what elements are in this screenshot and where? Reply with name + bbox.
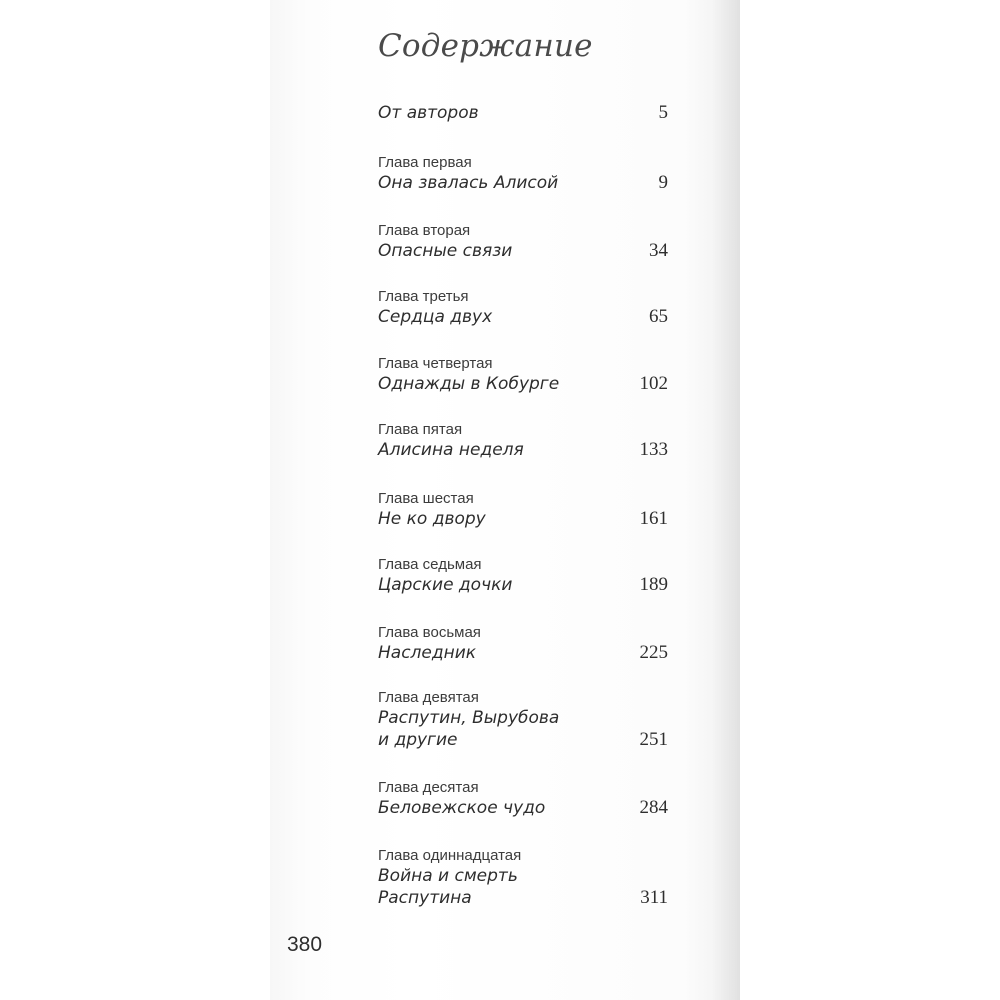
chapter-title-line: Однажды в Кобурге <box>378 374 560 394</box>
chapter-title-line: Опасные связи <box>378 241 513 261</box>
chapter-page-number: 133 <box>639 439 668 460</box>
chapter-page-number: 311 <box>640 887 668 908</box>
page-number: 380 <box>287 933 323 956</box>
chapter-label: Глава пятая <box>378 421 463 438</box>
chapter-title <box>378 707 668 751</box>
chapter-label: Глава третья <box>378 288 469 305</box>
chapter-title-line: Не ко двору <box>378 509 486 529</box>
toc-entry <box>378 847 668 909</box>
chapter-title <box>378 508 668 530</box>
toc-entry <box>378 624 668 664</box>
toc-entry <box>378 779 668 819</box>
chapter-label: Глава шестая <box>378 490 474 507</box>
toc-heading: Содержание <box>378 28 593 64</box>
chapter-label: Глава одиннадцатая <box>378 847 522 864</box>
chapter-title <box>378 865 668 909</box>
chapter-title <box>378 306 668 328</box>
chapter-title <box>378 439 668 461</box>
chapter-page-number: 5 <box>658 102 668 123</box>
chapter-label: Глава девятая <box>378 689 479 706</box>
chapter-title-line: От авторов <box>378 103 479 123</box>
chapter-page-number: 34 <box>649 240 668 261</box>
chapter-label: Глава восьмая <box>378 624 481 641</box>
chapter-label: Глава десятая <box>378 779 479 796</box>
chapter-title-line: Беловежское чудо <box>378 798 546 818</box>
chapter-title-line: Война и смерть <box>378 866 518 886</box>
chapter-title <box>378 172 668 194</box>
chapter-title-line: Распутина <box>378 888 472 908</box>
chapter-page-number: 284 <box>639 797 668 818</box>
chapter-label: Глава седьмая <box>378 556 482 573</box>
toc-entry <box>378 421 668 461</box>
chapter-title <box>378 240 668 262</box>
chapter-title-line: Распутин, Вырубова <box>378 708 560 728</box>
chapter-page-number: 189 <box>639 574 668 595</box>
chapter-page-number: 65 <box>649 306 668 327</box>
toc-entry <box>378 154 668 194</box>
chapter-page-number: 161 <box>639 508 668 529</box>
chapter-label: Глава четвертая <box>378 355 493 372</box>
chapter-label: Глава вторая <box>378 222 471 239</box>
chapter-title <box>378 797 668 819</box>
chapter-title-line: Алисина неделя <box>378 440 524 460</box>
chapter-page-number: 102 <box>639 373 668 394</box>
chapter-title <box>378 373 668 395</box>
toc-entry <box>378 355 668 395</box>
chapter-title-line: Она звалась Алисой <box>378 173 559 193</box>
chapter-title <box>378 642 668 664</box>
chapter-label: Глава первая <box>378 154 472 171</box>
chapter-title <box>378 102 668 124</box>
chapter-page-number: 225 <box>639 642 668 663</box>
page-edge-shadow <box>712 0 740 1000</box>
chapter-title-line: Наследник <box>378 643 477 663</box>
chapter-title <box>378 574 668 596</box>
toc-entry <box>378 490 668 530</box>
toc-entry <box>378 689 668 751</box>
toc-entry <box>378 222 668 262</box>
toc-entry <box>378 288 668 328</box>
chapter-page-number: 251 <box>639 729 668 750</box>
chapter-title-line: и другие <box>378 730 458 750</box>
toc-entry <box>378 556 668 596</box>
toc-entry <box>378 102 668 124</box>
chapter-page-number: 9 <box>658 172 668 193</box>
chapter-title-line: Сердца двух <box>378 307 493 327</box>
chapter-title-line: Царские дочки <box>378 575 513 595</box>
